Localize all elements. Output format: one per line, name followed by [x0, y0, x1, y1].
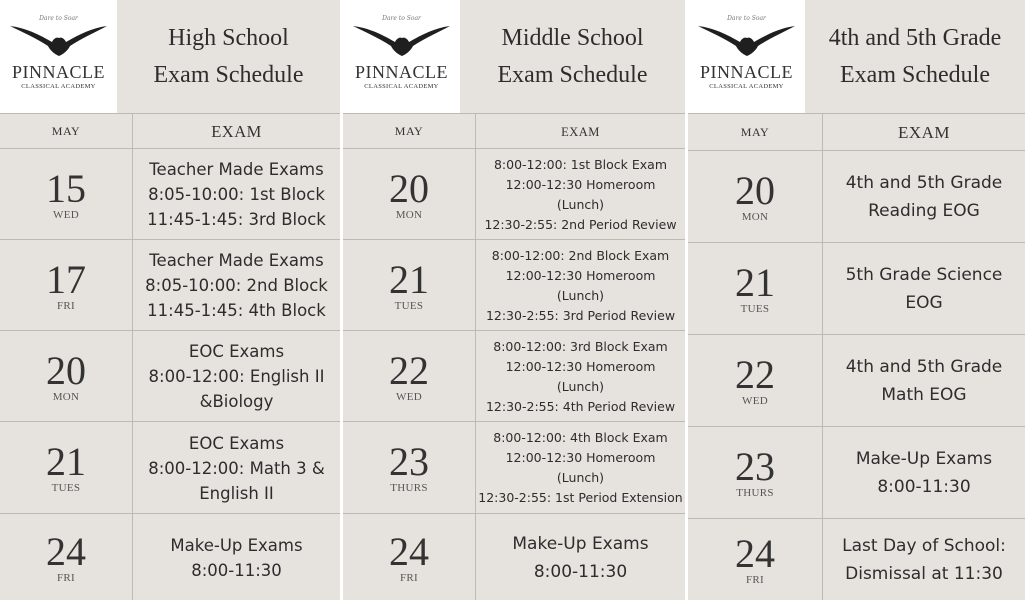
pinnacle-logo [0, 0, 117, 113]
date-cell [343, 514, 476, 600]
weekday: FRI [56, 571, 76, 584]
exam-cell [133, 331, 340, 422]
exam-line: 8:00-11:30 [877, 477, 971, 497]
exam-cell [133, 514, 340, 600]
exam-line: Last Day of School: [842, 536, 1006, 556]
exam-line: 8:00-12:00: 1st Block Exam [493, 156, 668, 172]
table-row [343, 239, 685, 331]
date-cell [0, 331, 133, 422]
table-row [688, 518, 1025, 600]
date-cell [343, 240, 476, 331]
title-line-2: Exam Schedule [497, 62, 648, 88]
table-header-row [343, 113, 685, 149]
logo-tagline: Dare to Soar [39, 15, 78, 22]
exam-line: 11:45-1:45: 3rd Block [147, 210, 326, 229]
exam-line: (Lunch) [556, 378, 605, 394]
table-row [0, 421, 340, 514]
table-row [0, 239, 340, 331]
panel-header [688, 0, 1025, 113]
eagle-icon [8, 20, 109, 58]
exam-cell [133, 422, 340, 514]
high-school-panel [0, 0, 340, 600]
exam-header: EXAM [897, 122, 951, 142]
eagle-icon [351, 20, 452, 58]
date-cell [688, 427, 823, 519]
day-number: 17 [46, 256, 86, 302]
exam-line: 8:05-10:00: 2nd Block [145, 276, 328, 295]
exam-line: Math EOG [881, 385, 967, 405]
exam-line: (Lunch) [556, 470, 605, 485]
table-row [688, 426, 1025, 519]
panel-header [343, 0, 685, 113]
day-number: 20 [389, 165, 429, 211]
day-number: 24 [46, 528, 86, 574]
exam-cell [823, 151, 1025, 243]
exam-line: EOG [905, 293, 943, 313]
day-number: 21 [46, 439, 86, 484]
logo-subname: CLASSICAL ACADEMY [364, 83, 439, 90]
exam-line: 12:00-12:30 Homeroom [505, 450, 656, 465]
exam-line: 8:00-11:30 [191, 560, 282, 580]
panel-header [0, 0, 340, 113]
day-number: 22 [735, 352, 775, 397]
weekday: TUES [394, 299, 424, 312]
exam-line: 12:30-2:55: 1st Period Extension [478, 490, 683, 505]
exam-line: 8:00-12:00: 3rd Block Exam [493, 338, 668, 354]
exam-cell [823, 427, 1025, 519]
exam-line: 4th and 5th Grade [845, 173, 1003, 193]
elementary-panel [688, 0, 1025, 600]
exam-cell [823, 243, 1025, 335]
title-line-2: Exam Schedule [153, 62, 304, 88]
page-title [805, 20, 1025, 94]
day-number: 15 [46, 165, 86, 211]
table-row [343, 148, 685, 240]
weekday: MON [52, 390, 80, 403]
month-header: MAY [0, 114, 133, 149]
logo-subname: CLASSICAL ACADEMY [21, 83, 96, 90]
day-number: 24 [735, 531, 775, 576]
weekday: WED [53, 208, 79, 221]
date-cell [0, 422, 133, 514]
table-header-row [0, 113, 340, 149]
day-number: 23 [389, 439, 429, 484]
date-cell [688, 519, 823, 600]
logo-tagline: Dare to Soar [727, 15, 766, 22]
exam-line: Make-Up Exams [855, 449, 993, 469]
exam-cell [476, 240, 685, 331]
title-line-1: Middle School [501, 25, 644, 51]
exam-line: Teacher Made Exams [149, 251, 324, 270]
day-number: 22 [389, 347, 429, 393]
exam-line: 8:00-12:00: 2nd Block Exam [491, 247, 670, 263]
exam-line: 12:00-12:30 Homeroom [505, 358, 656, 374]
table-row [688, 334, 1025, 427]
exam-header: EXAM [561, 124, 600, 139]
day-number: 23 [735, 444, 775, 489]
exam-line: 12:30-2:55: 2nd Period Review [484, 216, 677, 232]
exam-cell [823, 519, 1025, 600]
exam-cell [823, 335, 1025, 427]
exam-line: Make-Up Exams [512, 533, 649, 554]
weekday: FRI [745, 574, 765, 586]
date-cell [0, 240, 133, 331]
exam-line: 12:00-12:30 Homeroom [505, 176, 656, 192]
logo-name: PINNACLE [700, 62, 793, 82]
day-number: 20 [46, 347, 86, 393]
date-cell [688, 151, 823, 243]
exam-line: 8:00-12:00: 4th Block Exam [493, 430, 668, 445]
table-row [688, 150, 1025, 243]
day-number: 20 [735, 168, 775, 213]
exam-cell [476, 331, 685, 422]
table-row [0, 148, 340, 240]
weekday: THURS [736, 487, 774, 499]
exam-cell [133, 149, 340, 240]
exam-cell [133, 240, 340, 331]
exam-line: (Lunch) [556, 196, 605, 212]
exam-line: English II [199, 483, 274, 503]
title-line-1: High School [168, 25, 289, 51]
title-line-1: 4th and 5th Grade [828, 25, 1002, 51]
exam-line: 4th and 5th Grade [845, 357, 1003, 377]
exam-line: 12:30-2:55: 4th Period Review [485, 398, 676, 414]
logo-name: PINNACLE [12, 62, 105, 82]
weekday: MON [741, 211, 769, 223]
page-title [117, 20, 340, 94]
table-row [688, 242, 1025, 335]
exam-line: Make-Up Exams [170, 535, 303, 555]
date-cell [688, 243, 823, 335]
date-cell [0, 149, 133, 240]
day-number: 24 [389, 528, 429, 574]
table-row [0, 513, 340, 600]
pinnacle-logo [688, 0, 805, 113]
pinnacle-logo [343, 0, 460, 113]
date-cell [343, 331, 476, 422]
exam-line: 12:00-12:30 Homeroom [505, 267, 656, 283]
exam-line: 8:00-11:30 [533, 561, 628, 582]
exam-line: EOC Exams [188, 433, 285, 453]
table-header-row [688, 113, 1025, 151]
exam-line: EOC Exams [188, 342, 285, 361]
page-title [460, 20, 685, 94]
table-row [343, 421, 685, 514]
date-cell [343, 422, 476, 514]
day-number: 21 [389, 256, 429, 302]
date-cell [343, 149, 476, 240]
exam-line: Teacher Made Exams [149, 160, 324, 179]
exam-cell [476, 422, 685, 514]
weekday: WED [742, 395, 768, 407]
exam-line: &Biology [199, 392, 274, 411]
day-number: 21 [735, 260, 775, 305]
weekday: FRI [56, 299, 76, 312]
exam-line: 8:00-12:00: Math 3 & [148, 458, 325, 478]
logo-name: PINNACLE [355, 62, 448, 82]
date-cell [0, 514, 133, 600]
weekday: THURS [390, 482, 428, 494]
date-cell [688, 335, 823, 427]
table-row [343, 513, 685, 600]
exam-line: Reading EOG [868, 201, 980, 221]
weekday: FRI [399, 571, 419, 584]
logo-subname: CLASSICAL ACADEMY [709, 83, 784, 90]
weekday: TUES [51, 482, 81, 494]
exam-line: 5th Grade Science [845, 265, 1003, 285]
exam-line: 11:45-1:45: 4th Block [147, 301, 326, 320]
table-row [343, 330, 685, 422]
eagle-icon [696, 20, 797, 58]
exam-header: EXAM [211, 122, 262, 141]
weekday: WED [396, 390, 422, 403]
weekday: TUES [740, 303, 770, 315]
month-header: MAY [343, 114, 476, 149]
exam-line: 12:30-2:55: 3rd Period Review [485, 307, 676, 323]
weekday: MON [395, 208, 423, 221]
title-line-2: Exam Schedule [840, 62, 990, 88]
logo-tagline: Dare to Soar [382, 15, 421, 22]
exam-line: Dismissal at 11:30 [845, 564, 1003, 584]
exam-line: 8:05-10:00: 1st Block [148, 185, 325, 204]
exam-cell [476, 514, 685, 600]
exam-line: 8:00-12:00: English II [148, 367, 325, 386]
month-header: MAY [688, 114, 823, 151]
exam-line: (Lunch) [556, 287, 605, 303]
table-row [0, 330, 340, 422]
middle-school-panel [343, 0, 685, 600]
exam-cell [476, 149, 685, 240]
